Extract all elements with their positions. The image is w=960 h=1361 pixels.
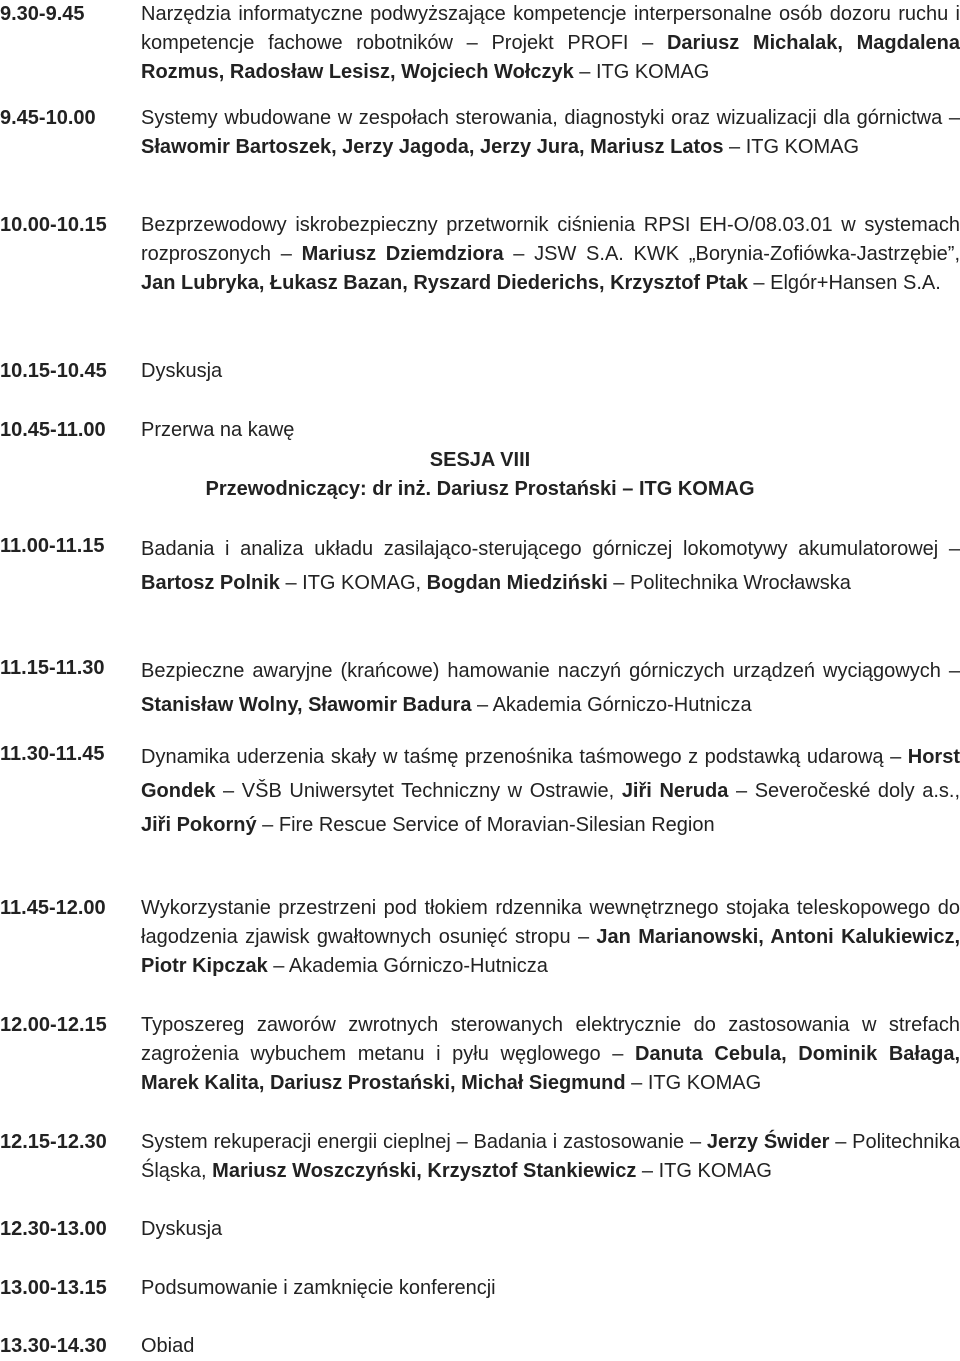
talk-text: – Severočeské doly a.s., (728, 780, 960, 802)
session-chair: Przewodniczący: dr inż. Dariusz Prostański – ITG KOMAG (205, 478, 755, 500)
author-names: Bogdan Miedziński (426, 572, 608, 594)
talk-text: Bezpieczne awaryjne (krańcowe) hamowanie naczyń górniczych urządzeń wyciągowych – (141, 660, 960, 682)
agenda-item (0, 894, 960, 981)
talk-description (141, 894, 960, 981)
time-slot: 9.45-10.00 (0, 107, 96, 129)
talk-description (141, 1215, 960, 1244)
time-slot: 10.45-11.00 (0, 419, 106, 441)
agenda-item (0, 104, 960, 162)
talk-description (141, 1128, 960, 1186)
agenda-item (0, 532, 960, 600)
author-names: Horst Gondek (141, 746, 960, 802)
author-names: Jiři Neruda (621, 780, 729, 802)
time-slot: 13.30-14.30 (0, 1335, 107, 1357)
talk-text: Wykorzystanie przestrzeni pod tłokiem rdzennika wewnętrznego stojaka teleskopowego do łagodzenia zjawisk gwałtownych osunięć stropu – (141, 897, 960, 948)
agenda-item (0, 1128, 960, 1186)
talk-description (141, 532, 960, 600)
time-slot: 10.15-10.45 (0, 360, 107, 382)
talk-text: Obiad (141, 1335, 195, 1357)
talk-description (141, 104, 960, 162)
author-names: Jan Lubryka, Łukasz Bazan, Ryszard Diederichs, Krzysztof Ptak (141, 272, 748, 294)
talk-description (141, 654, 960, 722)
talk-text: Przerwa na kawę (141, 419, 295, 441)
agenda-item (0, 0, 960, 87)
agenda-item (0, 416, 960, 445)
talk-text: Typoszereg zaworów zwrotnych sterowanych elektrycznie do zastosowania w strefach zagrożenia wybuchem metanu i pyłu węglowego – (141, 1014, 960, 1065)
author-names: Stanisław Wolny, Sławomir Badura (141, 694, 472, 716)
time-slot: 11.30-11.45 (0, 743, 105, 765)
author-names: Dariusz Michalak, Magdalena Rozmus, Radosław Lesisz, Wojciech Wołczyk (141, 32, 960, 83)
author-names: Jiři Pokorný (141, 814, 257, 836)
talk-text: – Fire Rescue Service of Moravian-Silesian Region (256, 814, 715, 836)
time-slot: 11.45-12.00 (0, 897, 106, 919)
talk-description (141, 740, 960, 842)
agenda-item (0, 740, 960, 842)
talk-text: – ITG KOMAG, (279, 572, 427, 594)
talk-description (141, 1332, 960, 1361)
talk-text: – Akademia Górniczo-Hutnicza (267, 955, 548, 977)
time-slot: 12.00-12.15 (0, 1014, 107, 1036)
agenda-item (0, 357, 960, 386)
talk-description (141, 416, 960, 445)
talk-text: – Politechnika Śląska, (141, 1131, 960, 1182)
session-title: SESJA VIII (429, 449, 531, 471)
author-names: Danuta Cebula, Dominik Bałaga, Marek Kalita, Dariusz Prostański, Michał Siegmund (141, 1043, 960, 1094)
talk-text: – ITG KOMAG (723, 136, 860, 158)
talk-text: Narzędzia informatyczne podwyższające kompetencje interpersonalne osób dozoru ruchu i kompetencje fachowe robotników – Projekt PROFI – (141, 3, 960, 54)
talk-text: Dyskusja (141, 360, 223, 382)
talk-text: Dynamika uderzenia skały w taśmę przenośnika taśmowego z podstawką udarową – (141, 746, 908, 768)
time-slot: 12.30-13.00 (0, 1218, 107, 1240)
time-slot: 13.00-13.15 (0, 1277, 107, 1299)
talk-text: – Politechnika Wrocławska (607, 572, 851, 594)
talk-text: Badania i analiza układu zasilająco-sterującego górniczej lokomotywy akumulatorowej – (141, 538, 960, 560)
author-names: Jan Marianowski, Antoni Kalukiewicz, Piotr Kipczak (141, 926, 960, 977)
agenda-item (0, 654, 960, 722)
talk-description (141, 1274, 960, 1303)
agenda-item (0, 1332, 960, 1361)
agenda-item (0, 1215, 960, 1244)
talk-text: Dyskusja (141, 1218, 223, 1240)
talk-text: Systemy wbudowane w zespołach sterowania, diagnostyki oraz wizualizacji dla górnictwa – (141, 107, 960, 129)
talk-description (141, 0, 960, 87)
author-names: Mariusz Dziemdziora (301, 243, 504, 265)
agenda-item (0, 211, 960, 298)
talk-description (141, 1011, 960, 1098)
time-slot: 11.15-11.30 (0, 657, 105, 679)
talk-text: – JSW S.A. KWK „Borynia-Zofiówka-Jastrzębie”, (503, 243, 960, 265)
author-names: Sławomir Bartoszek, Jerzy Jagoda, Jerzy Jura, Mariusz Latos (141, 136, 724, 158)
talk-text: – ITG KOMAG (625, 1072, 762, 1094)
author-names: Mariusz Woszczyński, Krzysztof Stankiewicz (212, 1160, 637, 1182)
talk-text: – Akademia Górniczo-Hutnicza (471, 694, 752, 716)
agenda-item (0, 1274, 960, 1303)
talk-text: System rekuperacji energii cieplnej – Badania i zastosowanie – (141, 1131, 707, 1153)
talk-text: – ITG KOMAG (573, 61, 710, 83)
talk-text: – Elgór+Hansen S.A. (747, 272, 941, 294)
time-slot: 9.30-9.45 (0, 3, 85, 25)
talk-text: Podsumowanie i zamknięcie konferencji (141, 1277, 496, 1299)
author-names: Jerzy Świder (706, 1131, 830, 1153)
talk-text: – VŠB Uniwersytet Techniczny w Ostrawie, (215, 780, 622, 802)
talk-description (141, 211, 960, 298)
talk-text: – ITG KOMAG (636, 1160, 772, 1182)
agenda-item (0, 1011, 960, 1098)
time-slot: 11.00-11.15 (0, 535, 105, 557)
author-names: Bartosz Polnik (141, 572, 280, 594)
talk-text: Bezprzewodowy iskrobezpieczny przetwornik ciśnienia RPSI EH-O/08.03.01 w systemach rozproszonych – (141, 214, 960, 265)
time-slot: 12.15-12.30 (0, 1131, 107, 1153)
talk-description (141, 357, 960, 386)
time-slot: 10.00-10.15 (0, 214, 107, 236)
